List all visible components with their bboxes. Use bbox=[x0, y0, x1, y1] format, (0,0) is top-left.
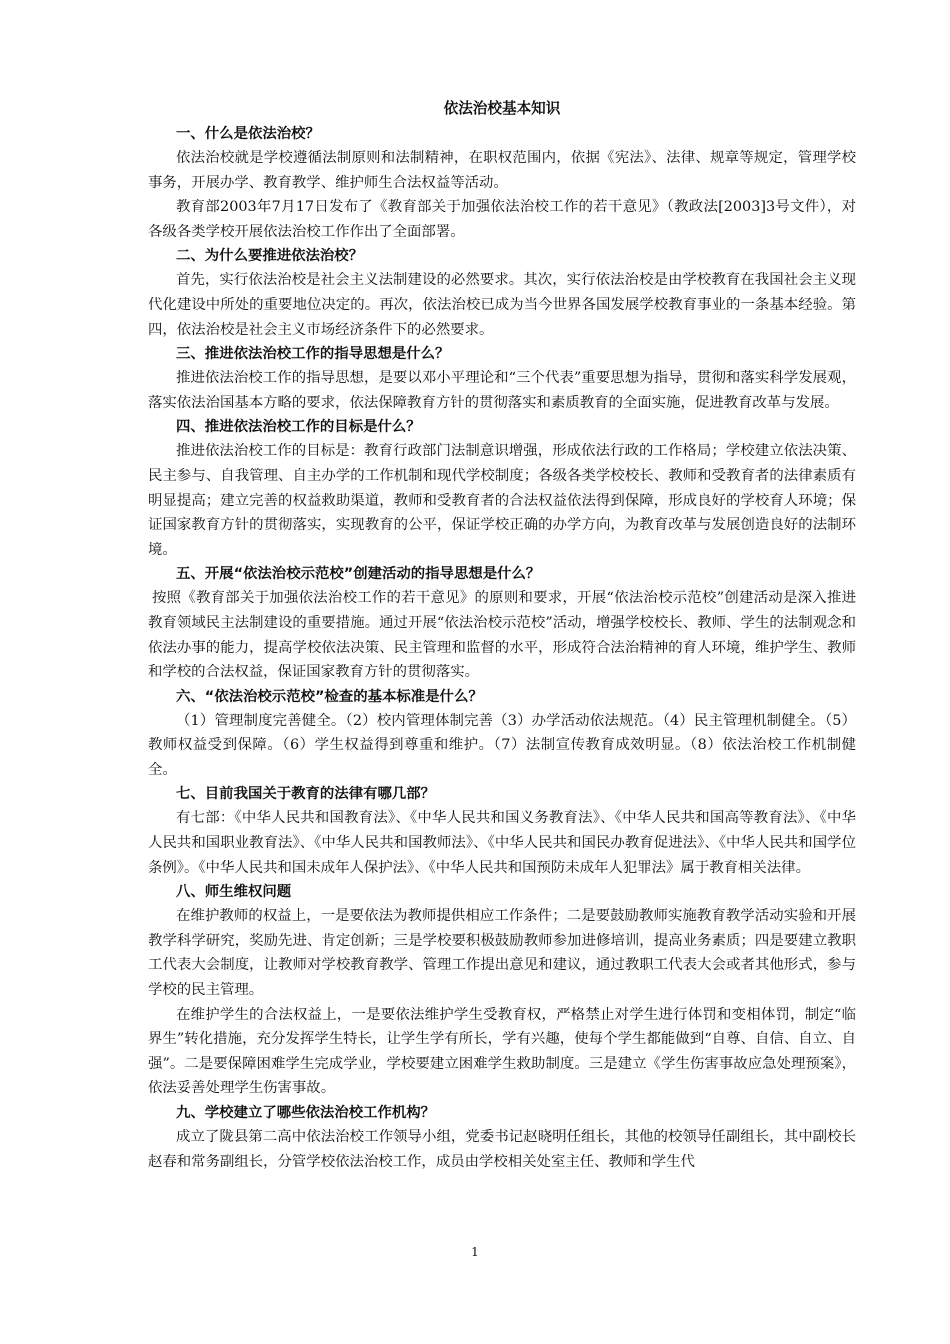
section-heading: 六、“依法治校示范校”检查的基本标准是什么？ bbox=[176, 688, 483, 705]
paragraph: 成立了陇县第二高中依法治校工作领导小组，党委书记赵晓明任组长，其他的校领导任副组长，其中副校长赵春和常务副组长，分管学校依法治校工作，成员由学校相关处室主任、教师和学生代 bbox=[148, 1129, 856, 1170]
section-heading: 一、什么是依法治校？ bbox=[176, 126, 320, 142]
section-heading: 二、为什么要推进依法治校？ bbox=[176, 248, 364, 265]
paragraph: 依法治校就是学校遵循法制原则和法制精神，在职权范围内，依据《宪法》、法律、规章等规定，管理学校事务，开展办学、教育教学、维护师生合法权益等活动。 bbox=[148, 150, 856, 191]
paragraph: 在维护学生的合法权益上，一是要依法维护学生受教育权，严格禁止对学生进行体罚和变相体罚，制定“临界生”转化措施，充分发挥学生特长，让学生学有所长，学有兴趣，使每个学生都能做到“自尊、自信、自立、自强”。二是要保障困难学生完成学业，学校要建立困难学生救助制度。三是建立《学生伤害事故应急处理预案》，依法妥善处理学生伤害事故。 bbox=[148, 1006, 856, 1097]
paragraph: 推进依法治校工作的指导思想，是要以邓小平理论和“三个代表”重要思想为指导，贯彻和落实科学发展观，落实依法治国基本方略的要求，依法保障教育方针的贯彻落实和素质教育的全面实施，促进教育改革与发展。 bbox=[148, 370, 856, 411]
page-number: 1 bbox=[471, 1245, 479, 1259]
paragraph: 有七部：《中华人民共和国教育法》、《中华人民共和国义务教育法》、《中华人民共和国高等教育法》、《中华人民共和国职业教育法》、《中华人民共和国教师法》、《中华人民共和国民办教育促进法》、《中华人民共和国学位条例》。《中华人民共和国未成年人保护法》、《中华人民共和国预防未成年人犯罪法》属于教育相关法律。 bbox=[148, 810, 856, 876]
document-body bbox=[148, 122, 856, 1174]
paragraph: 教育部2003年7月17日发布了《教育部关于加强依法治校工作的若干意见》（教政法[2003]3号文件），对各级各类学校开展依法治校工作作出了全面部署。 bbox=[148, 199, 856, 240]
section-heading: 九、学校建立了哪些依法治校工作机构？ bbox=[176, 1105, 436, 1121]
paragraph: （1）管理制度完善健全。（2）校内管理体制完善（3）办学活动依法规范。（4）民主管理机制健全。（5）教师权益受到保障。（6）学生权益得到尊重和维护。（7）法制宣传教育成效明显。（8）依法治校工作机制健全。 bbox=[148, 712, 856, 778]
section-heading: 三、推进依法治校工作的指导思想是什么？ bbox=[176, 346, 450, 363]
section-heading: 八、师生维权问题 bbox=[176, 884, 292, 901]
paragraph: 首先，实行依法治校是社会主义法制建设的必然要求。其次，实行依法治校是由学校教育在我国社会主义现代化建设中所处的重要地位决定的。再次，依法治校已成为当今世界各国发展学校教育事业的一条基本经验。第四，依法治校是社会主义市场经济条件下的必然要求。 bbox=[148, 272, 856, 338]
paragraph: 在维护教师的权益上，一是要依法为教师提供相应工作条件；二是要鼓励教师实施教育教学活动实验和开展教学科学研究，奖励先进、肯定创新；三是学校要积极鼓励教师参加进修培训，提高业务素质；四是要建立教职工代表大会制度，让教师对学校教育教学、管理工作提出意见和建议，通过教职工代表大会或者其他形式，参与学校的民主管理。 bbox=[148, 908, 856, 999]
section-heading: 五、开展“依法治校示范校”创建活动的指导思想是什么？ bbox=[176, 566, 541, 583]
section-heading: 四、推进依法治校工作的目标是什么？ bbox=[176, 419, 421, 436]
paragraph: 推进依法治校工作的目标是：教育行政部门法制意识增强，形成依法行政的工作格局；学校建立依法决策、民主参与、自我管理、自主办学的工作机制和现代学校制度；各级各类学校校长、教师和受教育者的法律素质有明显提高；建立完善的权益救助渠道，教师和受教育者的合法权益依法得到保障，形成良好的学校育人环境；保证国家教育方针的贯彻落实，实现教育的公平，保证学校正确的办学方向，为教育改革与发展创造良好的法制环境。 bbox=[148, 443, 856, 558]
paragraph: 按照《教育部关于加强依法治校工作的若干意见》的原则和要求，开展“依法治校示范校”创建活动是深入推进教育领域民主法制建设的重要措施。通过开展“依法治校示范校”活动，增强学校校长、教师、学生的法制观念和依法办事的能力，提高学校依法决策、民主管理和监督的水平，形成符合法治精神的育人环境，维护学生、教师和学校的合法权益，保证国家教育方针的贯彻落实。 bbox=[148, 590, 856, 681]
document-title: 依法治校基本知识 bbox=[443, 100, 561, 117]
section-heading: 七、目前我国关于教育的法律有哪几部？ bbox=[176, 786, 436, 803]
